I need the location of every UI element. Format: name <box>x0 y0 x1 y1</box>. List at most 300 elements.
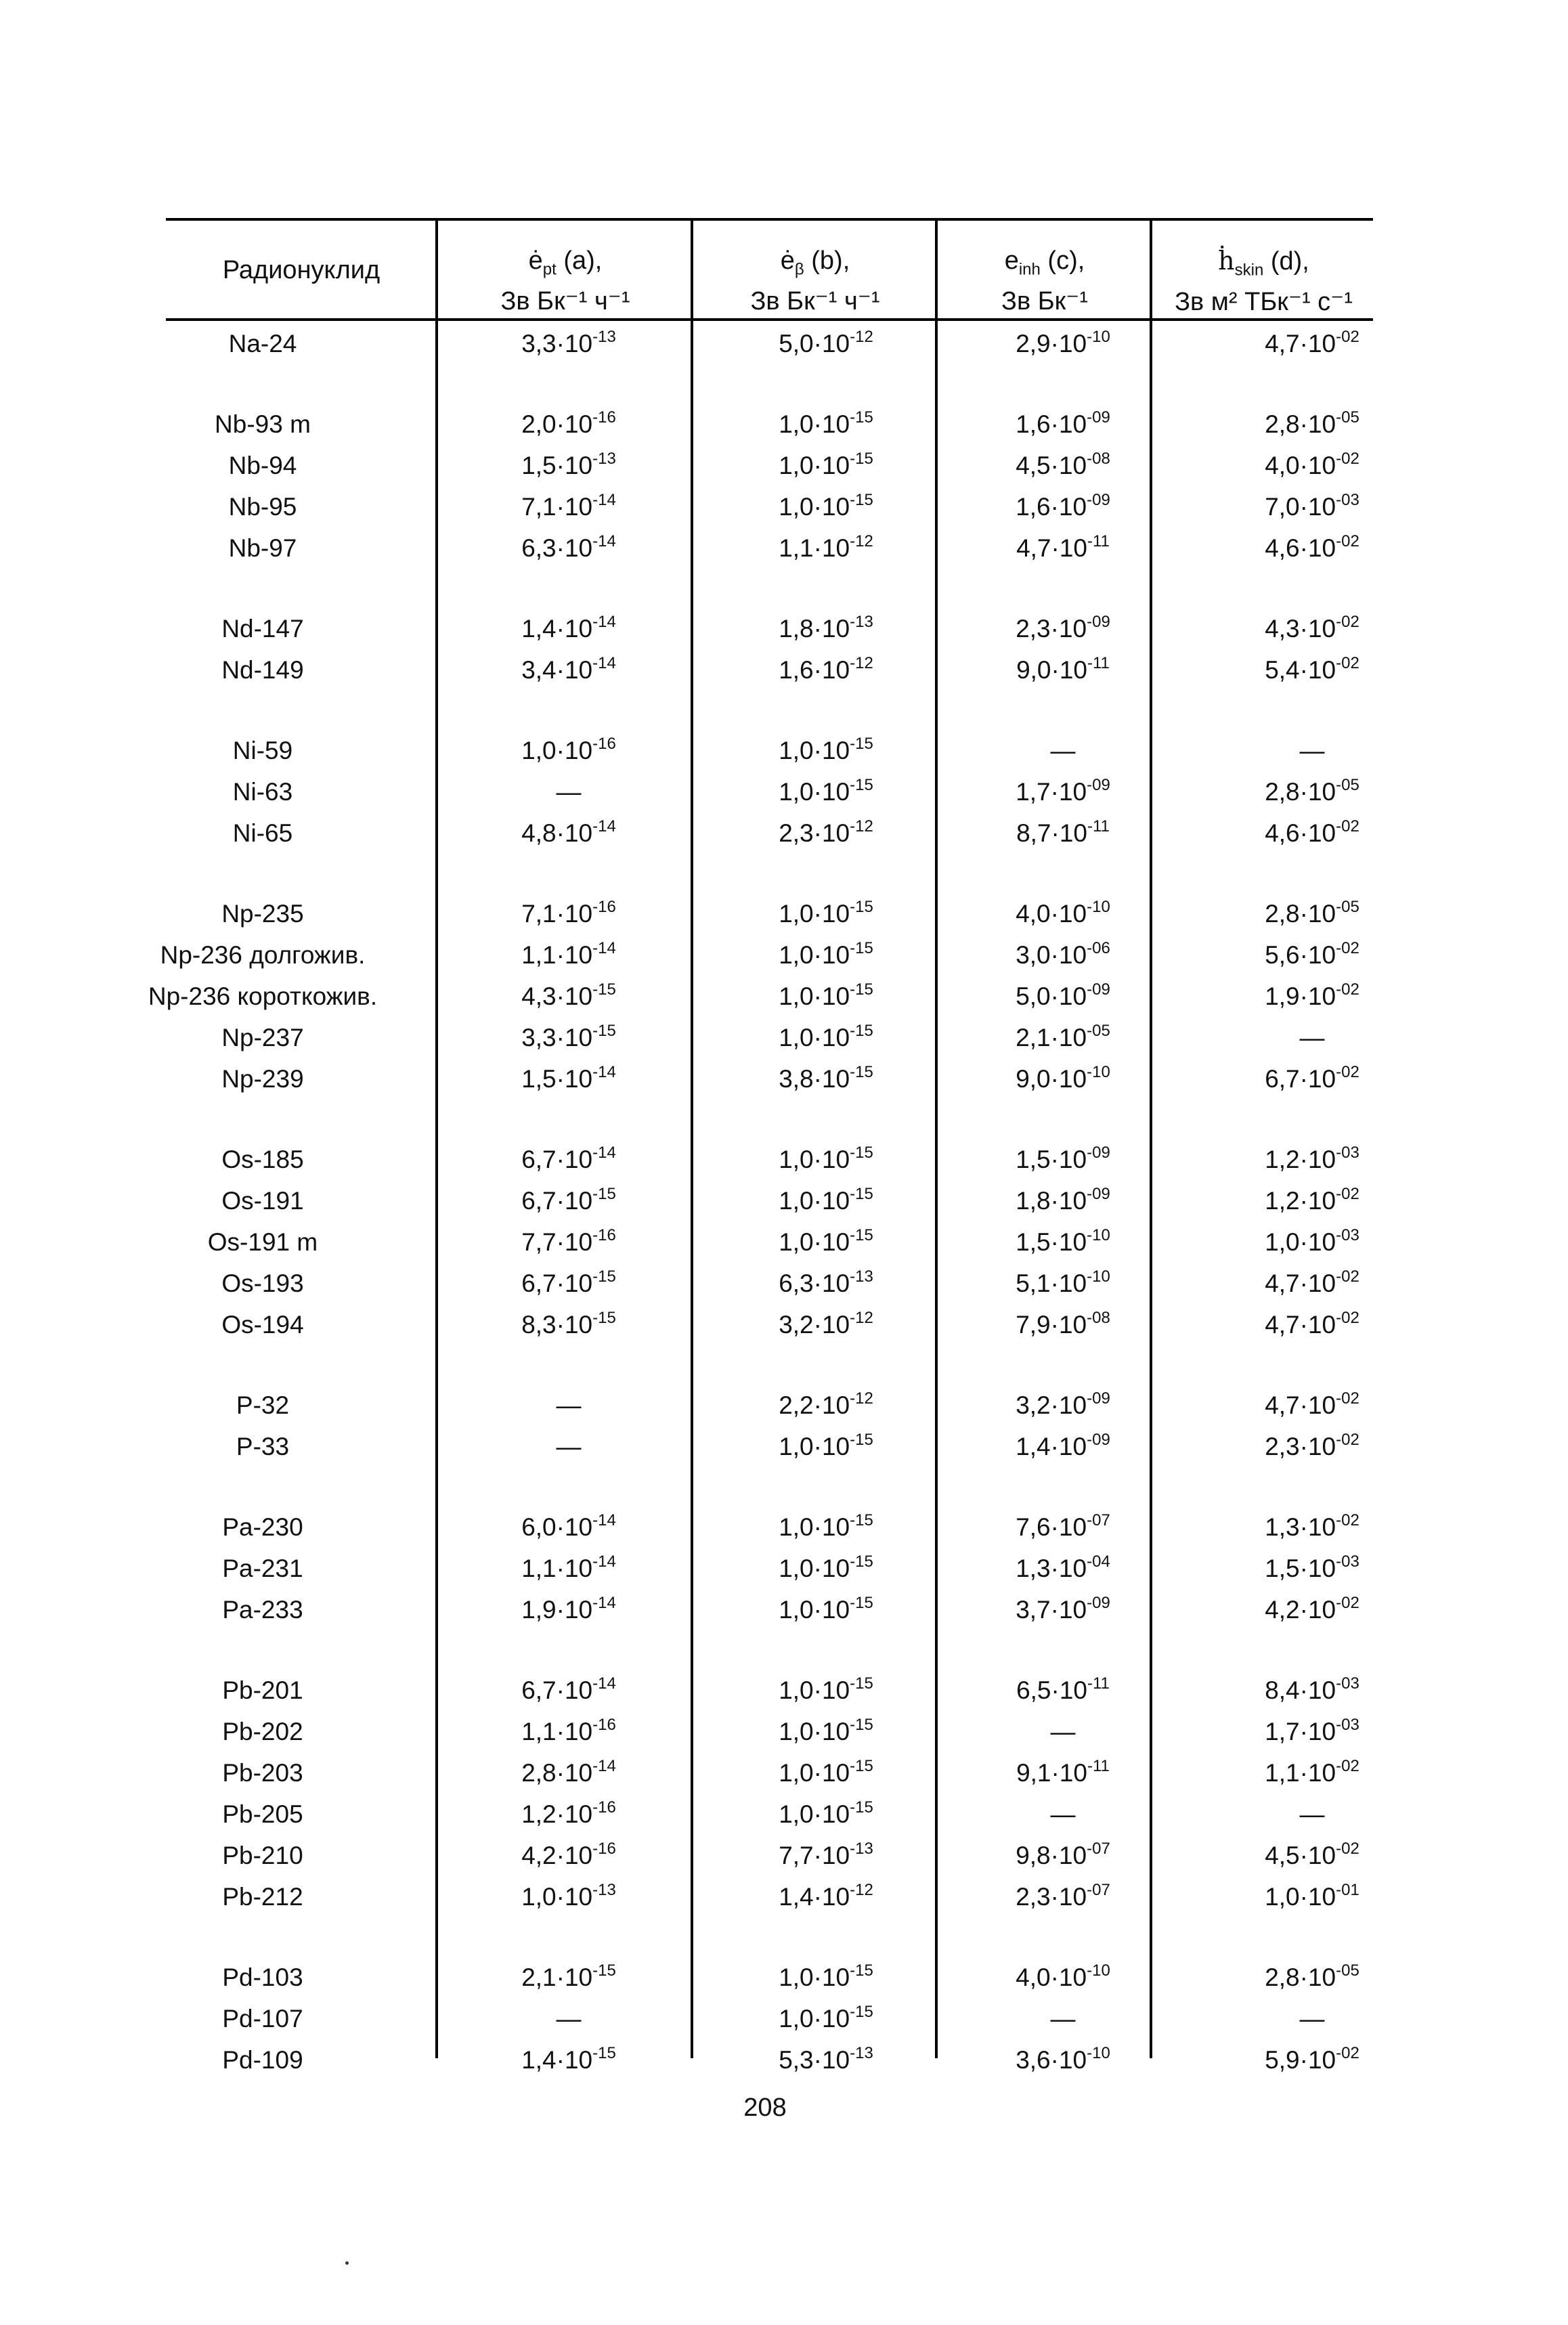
val-hskin-exponent: -02 <box>1336 653 1359 672</box>
val-ept-mantissa: 8,3·10 <box>521 1311 593 1339</box>
val-ept-exponent: -15 <box>592 980 616 999</box>
val-hskin <box>1211 2045 1414 2075</box>
val-ebeta <box>724 982 928 1012</box>
val-einh <box>961 1554 1164 1584</box>
val-einh <box>961 1227 1164 1257</box>
header-ebeta <box>695 245 935 317</box>
val-einh-exponent: -09 <box>1087 1389 1110 1408</box>
nuclide-name: Np-237 <box>221 1024 304 1051</box>
val-ebeta-exponent: -15 <box>850 1756 873 1775</box>
nuclide-name: Np-235 <box>221 900 304 928</box>
val-einh-exponent: -10 <box>1087 1062 1110 1081</box>
nuclide-name: Nd-149 <box>221 656 304 684</box>
val-ebeta <box>724 1145 928 1175</box>
val-einh-exponent: -10 <box>1087 1267 1110 1286</box>
val-ept <box>467 492 670 522</box>
val-ebeta-exponent: -15 <box>850 490 873 509</box>
header-col2-symbol: ė <box>780 246 795 275</box>
val-ept-mantissa: 6,0·10 <box>521 1513 593 1541</box>
val-ebeta <box>724 1882 928 1912</box>
val-ebeta-exponent: -13 <box>850 1839 873 1858</box>
nuclide-name: Os-194 <box>221 1311 304 1339</box>
val-einh-mantissa: 7,6·10 <box>1016 1513 1087 1541</box>
val-ebeta-mantissa: 1,0·10 <box>779 1187 850 1215</box>
val-hskin-exponent: -02 <box>1336 1430 1359 1449</box>
val-einh-exponent: -11 <box>1087 1756 1110 1775</box>
header-col1-sub: pt <box>542 260 557 279</box>
val-ebeta <box>724 1391 928 1420</box>
nuclide-name: Ni-59 <box>232 737 293 764</box>
val-ept-mantissa: 3,3·10 <box>521 330 593 357</box>
val-ebeta <box>724 777 928 807</box>
val-einh <box>961 1432 1164 1462</box>
val-hskin <box>1211 329 1414 359</box>
val-ebeta <box>724 1841 928 1871</box>
scan-speck <box>345 2261 349 2265</box>
val-ept-mantissa: 4,3·10 <box>521 982 593 1010</box>
val-ebeta-mantissa: 1,0·10 <box>779 1433 850 1460</box>
val-ebeta-mantissa: 1,0·10 <box>779 1555 850 1582</box>
val-ebeta-exponent: -15 <box>850 1961 873 1980</box>
val-hskin-mantissa: 2,3·10 <box>1265 1433 1336 1460</box>
val-ept-exponent: -16 <box>592 1715 616 1734</box>
val-ebeta-exponent: -15 <box>850 980 873 999</box>
val-ebeta-exponent: -12 <box>850 653 873 672</box>
val-hskin-mantissa: 7,0·10 <box>1265 493 1336 521</box>
val-ebeta-exponent: -15 <box>850 1798 873 1817</box>
val-hskin <box>1211 1513 1414 1542</box>
val-ebeta-mantissa: 3,8·10 <box>779 1065 850 1093</box>
val-ept-exponent: -16 <box>592 1225 616 1244</box>
val-ebeta <box>724 1800 928 1829</box>
nuclide-name: Na-24 <box>228 330 297 357</box>
val-ept-exponent: -14 <box>592 490 616 509</box>
val-hskin <box>1211 1595 1414 1625</box>
val-einh-mantissa: — <box>1050 1718 1076 1745</box>
val-hskin-mantissa: 2,8·10 <box>1265 1963 1336 1991</box>
val-hskin <box>1211 1023 1414 1053</box>
val-ept-mantissa: 7,1·10 <box>521 900 593 928</box>
val-hskin-exponent: -03 <box>1336 490 1359 509</box>
val-einh <box>961 655 1164 685</box>
table-top-rule <box>166 218 1373 221</box>
val-ept-mantissa: 6,7·10 <box>521 1269 593 1297</box>
val-ept-exponent: -14 <box>592 1511 616 1529</box>
column-divider-3 <box>935 218 938 2058</box>
val-ept <box>467 1145 670 1175</box>
val-ept <box>467 1513 670 1542</box>
val-ebeta <box>724 1227 928 1257</box>
val-hskin-exponent: -02 <box>1336 1839 1359 1858</box>
nuclide-name: Pa-233 <box>222 1596 303 1624</box>
header-bottom-rule <box>166 318 1373 321</box>
val-hskin-exponent: -02 <box>1336 1308 1359 1327</box>
val-ept-exponent: -14 <box>592 612 616 631</box>
val-ebeta-exponent: -13 <box>850 1267 873 1286</box>
val-ept-exponent: -14 <box>592 1062 616 1081</box>
val-einh-mantissa: 9,0·10 <box>1016 656 1087 684</box>
val-ebeta-exponent: -12 <box>850 531 873 550</box>
val-einh-mantissa: 1,6·10 <box>1016 410 1087 438</box>
val-hskin-mantissa: 1,2·10 <box>1265 1146 1336 1173</box>
val-ebeta-mantissa: 2,2·10 <box>779 1391 850 1419</box>
nuclide-name: Pa-231 <box>222 1555 303 1582</box>
nuclide-name: Os-191 m <box>207 1228 318 1256</box>
val-ebeta-mantissa: 1,0·10 <box>779 452 850 479</box>
val-ebeta-mantissa: 1,0·10 <box>779 778 850 806</box>
val-hskin-mantissa: 1,3·10 <box>1265 1513 1336 1541</box>
val-ept-mantissa: 2,1·10 <box>521 1963 593 1991</box>
val-hskin <box>1211 777 1414 807</box>
val-ept-exponent: -15 <box>592 1961 616 1980</box>
val-ept-mantissa: 1,5·10 <box>521 1065 593 1093</box>
val-einh-mantissa: 7,9·10 <box>1016 1311 1087 1339</box>
val-hskin-exponent: -05 <box>1336 408 1359 427</box>
val-einh-mantissa: 8,7·10 <box>1016 819 1087 847</box>
val-einh-mantissa: 3,2·10 <box>1016 1391 1087 1419</box>
val-einh-mantissa: 3,0·10 <box>1016 941 1087 969</box>
val-ebeta-exponent: -15 <box>850 1062 873 1081</box>
header-col0-label: Радионуклид <box>222 256 380 284</box>
val-ebeta-mantissa: 1,6·10 <box>779 656 850 684</box>
nuclide-name: Ni-65 <box>232 819 293 847</box>
val-ept-exponent: -15 <box>592 1267 616 1286</box>
val-einh-mantissa: 4,0·10 <box>1016 900 1087 928</box>
val-einh-mantissa: 1,5·10 <box>1016 1228 1087 1256</box>
val-ept <box>467 1391 670 1420</box>
val-ebeta-mantissa: 1,0·10 <box>779 493 850 521</box>
val-ebeta-mantissa: 3,2·10 <box>779 1311 850 1339</box>
header-col3-symbol: e <box>1004 246 1019 275</box>
val-einh <box>961 1310 1164 1340</box>
val-einh-mantissa: 5,1·10 <box>1016 1269 1087 1297</box>
val-einh-exponent: -11 <box>1087 653 1110 672</box>
val-ept-mantissa: 7,7·10 <box>521 1228 593 1256</box>
val-hskin <box>1211 1841 1414 1871</box>
val-hskin-mantissa: 4,5·10 <box>1265 1842 1336 1869</box>
val-ebeta-mantissa: 1,0·10 <box>779 737 850 764</box>
val-ept <box>467 1186 670 1216</box>
val-hskin <box>1211 655 1414 685</box>
val-hskin-mantissa: 2,8·10 <box>1265 900 1336 928</box>
val-hskin-mantissa: 4,0·10 <box>1265 452 1336 479</box>
val-ebeta-exponent: -15 <box>850 1225 873 1244</box>
val-ept-mantissa: 1,4·10 <box>521 615 593 643</box>
val-ept <box>467 819 670 848</box>
val-ept-mantissa: 6,7·10 <box>521 1676 593 1704</box>
val-ebeta-exponent: -13 <box>850 2043 873 2062</box>
val-hskin-exponent: -03 <box>1336 1143 1359 1162</box>
val-hskin <box>1211 1227 1414 1257</box>
val-einh <box>961 1513 1164 1542</box>
val-ebeta-mantissa: 2,3·10 <box>779 819 850 847</box>
val-einh-mantissa: 1,5·10 <box>1016 1146 1087 1173</box>
val-hskin-mantissa: 1,9·10 <box>1265 982 1336 1010</box>
val-hskin <box>1211 1717 1414 1747</box>
val-einh-mantissa: — <box>1050 1800 1076 1828</box>
val-einh <box>961 819 1164 848</box>
val-ebeta <box>724 655 928 685</box>
val-hskin-exponent: -02 <box>1336 1062 1359 1081</box>
val-einh <box>961 1800 1164 1829</box>
val-ebeta-exponent: -15 <box>850 1593 873 1612</box>
val-ept-mantissa: 6,7·10 <box>521 1187 593 1215</box>
val-hskin-mantissa: 4,7·10 <box>1265 1311 1336 1339</box>
val-hskin-exponent: -02 <box>1336 531 1359 550</box>
val-ept-exponent: -15 <box>592 2043 616 2062</box>
val-ept-mantissa: — <box>556 1391 582 1419</box>
val-hskin <box>1211 819 1414 848</box>
val-ept-mantissa: 4,2·10 <box>521 1842 593 1869</box>
val-ept <box>467 451 670 481</box>
val-ebeta <box>724 1676 928 1705</box>
val-ebeta-mantissa: 1,0·10 <box>779 410 850 438</box>
val-hskin <box>1211 1882 1414 1912</box>
val-hskin <box>1211 940 1414 970</box>
val-ebeta-exponent: -15 <box>850 449 873 468</box>
val-hskin <box>1211 1800 1414 1829</box>
val-ebeta-mantissa: 6,3·10 <box>779 1269 850 1297</box>
val-hskin-mantissa: 2,8·10 <box>1265 778 1336 806</box>
val-hskin-mantissa: 1,2·10 <box>1265 1187 1336 1215</box>
nuclide-name: Pb-201 <box>222 1676 303 1704</box>
val-hskin <box>1211 1310 1414 1340</box>
val-ept-exponent: -14 <box>592 653 616 672</box>
val-einh-exponent: -07 <box>1087 1511 1110 1529</box>
nuclide-name: Np-239 <box>221 1065 304 1093</box>
val-ebeta-mantissa: 1,0·10 <box>779 1513 850 1541</box>
val-ept-mantissa: 6,3·10 <box>521 534 593 562</box>
val-ebeta <box>724 1513 928 1542</box>
val-einh <box>961 1595 1164 1625</box>
nuclide-name: Pb-202 <box>222 1718 303 1745</box>
val-hskin <box>1211 1554 1414 1584</box>
val-einh <box>961 531 1164 563</box>
val-ept-mantissa: 1,1·10 <box>521 1718 593 1745</box>
val-einh-mantissa: — <box>1050 737 1076 764</box>
val-ebeta <box>724 1432 928 1462</box>
val-ebeta-exponent: -15 <box>850 2002 873 2021</box>
val-einh-mantissa: 9,1·10 <box>1016 1759 1087 1787</box>
val-ebeta-exponent: -15 <box>850 1143 873 1162</box>
val-ept <box>467 777 670 807</box>
val-ebeta-mantissa: 1,0·10 <box>779 1759 850 1787</box>
val-ept <box>467 1064 670 1094</box>
val-einh-exponent: -09 <box>1087 1143 1110 1162</box>
val-hskin-exponent: -02 <box>1336 980 1359 999</box>
val-ebeta-mantissa: 1,0·10 <box>779 1146 850 1173</box>
val-ebeta-mantissa: 5,0·10 <box>779 330 850 357</box>
val-ebeta <box>724 531 928 563</box>
val-einh-exponent: -07 <box>1087 1839 1110 1858</box>
nuclide-name: Pd-107 <box>222 2005 303 2033</box>
val-einh-exponent: -09 <box>1087 980 1110 999</box>
val-hskin <box>1211 1758 1414 1788</box>
val-ebeta-exponent: -15 <box>850 1674 873 1693</box>
val-ept-mantissa: 1,1·10 <box>521 941 593 969</box>
nuclide-name: Nb-93 m <box>215 410 311 438</box>
val-einh <box>961 1064 1164 1094</box>
val-ebeta <box>724 899 928 929</box>
val-ept-mantissa: 1,0·10 <box>521 1883 593 1911</box>
val-ebeta-exponent: -12 <box>850 1389 873 1408</box>
val-ebeta-exponent: -15 <box>850 775 873 794</box>
val-ebeta-exponent: -15 <box>850 1184 873 1203</box>
nuclide-name: Pb-210 <box>222 1842 303 1869</box>
val-ebeta-exponent: -15 <box>850 1021 873 1040</box>
val-ebeta-mantissa: 1,4·10 <box>779 1883 850 1911</box>
val-einh-mantissa: — <box>1050 2005 1076 2033</box>
val-ebeta <box>724 492 928 522</box>
val-ept <box>467 982 670 1012</box>
val-ebeta <box>724 2045 928 2075</box>
val-ept <box>467 531 670 563</box>
val-einh-mantissa: 4,5·10 <box>1016 452 1087 479</box>
val-ept <box>467 1676 670 1705</box>
val-einh <box>961 1391 1164 1420</box>
val-hskin <box>1211 1064 1414 1094</box>
val-hskin <box>1211 2004 1414 2034</box>
val-einh <box>961 1186 1164 1216</box>
val-hskin-exponent: -02 <box>1336 938 1359 957</box>
val-hskin <box>1211 410 1414 439</box>
val-einh-exponent: -09 <box>1087 1184 1110 1203</box>
val-ept-exponent: -15 <box>592 1021 616 1040</box>
val-einh-mantissa: 1,3·10 <box>1016 1555 1087 1582</box>
val-ept-mantissa: — <box>556 2005 582 2033</box>
val-hskin <box>1211 899 1414 929</box>
val-ept-exponent: -14 <box>592 531 616 550</box>
val-hskin-mantissa: 1,0·10 <box>1265 1228 1336 1256</box>
val-einh <box>961 736 1164 766</box>
val-ebeta-mantissa: 1,1·10 <box>779 534 850 562</box>
val-einh-exponent: -09 <box>1087 1593 1110 1612</box>
val-hskin-exponent: -02 <box>1336 612 1359 631</box>
val-einh-exponent: -09 <box>1087 612 1110 631</box>
val-einh-exponent: -09 <box>1087 1430 1110 1449</box>
val-hskin-exponent: -03 <box>1336 1225 1359 1244</box>
val-ept-mantissa: 1,5·10 <box>521 452 593 479</box>
val-ept-mantissa: 2,0·10 <box>521 410 593 438</box>
val-ebeta-mantissa: 1,0·10 <box>779 1228 850 1256</box>
val-einh-mantissa: 1,7·10 <box>1016 778 1087 806</box>
val-ebeta <box>724 819 928 848</box>
val-einh-exponent: -07 <box>1087 1880 1110 1899</box>
val-einh-exponent: -09 <box>1087 775 1110 794</box>
val-hskin <box>1211 736 1414 766</box>
val-hskin-exponent: -02 <box>1336 449 1359 468</box>
val-ebeta-mantissa: 1,8·10 <box>779 615 850 643</box>
val-einh <box>961 1023 1164 1053</box>
val-einh-mantissa: 2,1·10 <box>1016 1024 1087 1051</box>
val-hskin <box>1211 1432 1414 1462</box>
val-ebeta-mantissa: 1,0·10 <box>779 1800 850 1828</box>
val-ebeta <box>724 451 928 481</box>
val-ept <box>467 2045 670 2075</box>
val-einh-exponent: -09 <box>1087 490 1110 509</box>
header-col4-symbol: ḣ <box>1218 246 1235 276</box>
nuclide-name: Nb-94 <box>228 452 297 479</box>
val-ebeta-mantissa: 1,0·10 <box>779 941 850 969</box>
val-hskin-exponent: -02 <box>1336 1511 1359 1529</box>
val-hskin-mantissa: — <box>1299 2005 1325 2033</box>
val-einh-mantissa: 6,5·10 <box>1016 1676 1087 1704</box>
val-ept <box>467 1269 670 1299</box>
val-hskin-exponent: -03 <box>1336 1715 1359 1734</box>
val-hskin-exponent: -02 <box>1336 2043 1359 2062</box>
val-einh <box>961 614 1164 644</box>
val-einh-exponent: -10 <box>1087 1961 1110 1980</box>
val-hskin-exponent: -02 <box>1336 1756 1359 1775</box>
val-hskin-exponent: -05 <box>1336 1961 1359 1980</box>
val-ept <box>467 655 670 685</box>
val-ept <box>467 1554 670 1584</box>
val-hskin-mantissa: — <box>1299 1800 1325 1828</box>
val-ebeta <box>724 1023 928 1053</box>
val-hskin-mantissa: 5,6·10 <box>1265 941 1336 969</box>
val-ept-exponent: -14 <box>592 1674 616 1693</box>
val-ebeta <box>724 1064 928 1094</box>
val-ept-mantissa: 4,8·10 <box>521 819 593 847</box>
val-einh <box>961 451 1164 481</box>
header-col3-tag: (c), <box>1047 246 1085 275</box>
header-col2-tag: (b), <box>811 246 850 275</box>
val-hskin <box>1211 1145 1414 1175</box>
val-ebeta-exponent: -15 <box>850 938 873 957</box>
val-ept <box>467 940 670 970</box>
val-ept <box>467 1800 670 1829</box>
val-ept-exponent: -13 <box>592 1880 616 1899</box>
val-einh-exponent: -05 <box>1087 1021 1110 1040</box>
val-ebeta-exponent: -15 <box>850 1430 873 1449</box>
val-einh <box>961 410 1164 439</box>
header-col4-sub: skin <box>1234 261 1264 280</box>
nuclide-name: Os-185 <box>221 1146 304 1173</box>
val-ebeta <box>724 1269 928 1299</box>
val-hskin <box>1211 1391 1414 1420</box>
val-ebeta-exponent: -12 <box>850 1308 873 1327</box>
val-ebeta-exponent: -15 <box>850 408 873 427</box>
val-ept <box>467 329 670 359</box>
val-ebeta <box>724 329 928 359</box>
val-einh-exponent: -10 <box>1087 897 1110 916</box>
val-ebeta-mantissa: 7,7·10 <box>779 1842 850 1869</box>
val-hskin-exponent: -02 <box>1336 327 1359 346</box>
nuclide-name: Ni-63 <box>232 778 293 806</box>
val-ept-exponent: -13 <box>592 449 616 468</box>
val-ept-mantissa: 2,8·10 <box>521 1759 593 1787</box>
val-ept-mantissa: 3,4·10 <box>521 656 593 684</box>
header-radionuclide <box>169 255 433 286</box>
val-ebeta-mantissa: 1,0·10 <box>779 1718 850 1745</box>
header-col1-symbol: ė <box>528 246 543 275</box>
val-einh-mantissa: 3,6·10 <box>1016 2046 1087 2074</box>
val-hskin-mantissa: 1,5·10 <box>1265 1555 1336 1582</box>
val-ept-exponent: -15 <box>592 1308 616 1327</box>
val-ebeta-mantissa: 1,0·10 <box>779 2005 850 2033</box>
nuclide-name: Os-193 <box>221 1269 304 1297</box>
val-ept-mantissa: — <box>556 1433 582 1460</box>
val-hskin <box>1211 1676 1414 1705</box>
val-hskin-mantissa: 1,1·10 <box>1265 1759 1336 1787</box>
val-hskin-mantissa: 1,7·10 <box>1265 1718 1336 1745</box>
val-hskin-exponent: -05 <box>1336 897 1359 916</box>
header-col1-tag: (a), <box>563 246 603 275</box>
val-ept <box>467 2004 670 2034</box>
val-einh <box>961 940 1164 970</box>
header-ept <box>440 245 691 317</box>
val-hskin-mantissa: 4,7·10 <box>1265 1391 1336 1419</box>
